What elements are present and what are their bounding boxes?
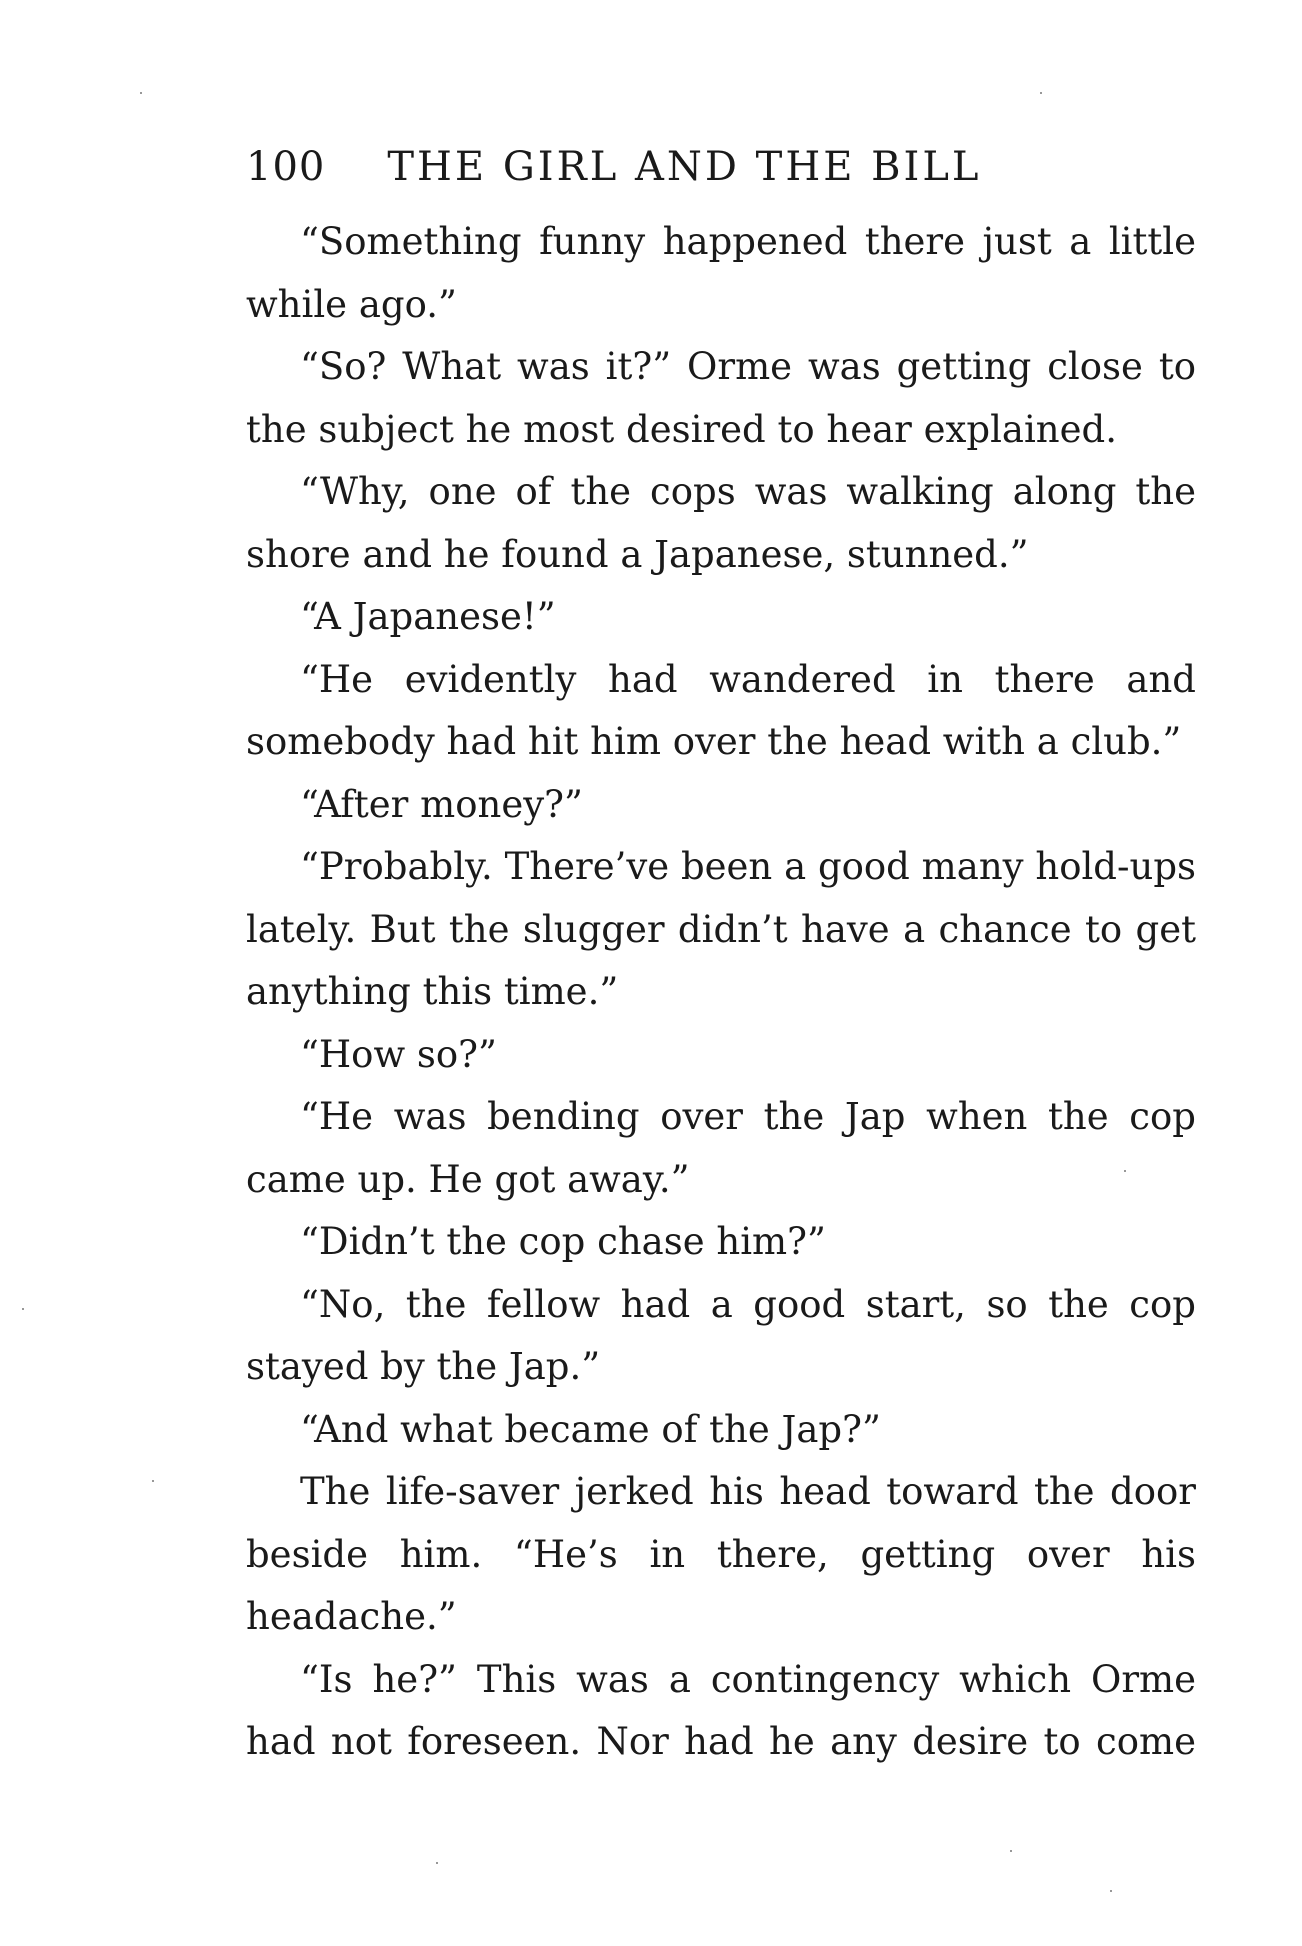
paragraph: The life-saver jerked his head toward the door beside him. “He’s in there, getting over his headache.” [246, 1470, 1196, 1638]
page-number: 100 [246, 144, 326, 190]
paragraph: “Probably. There’ve been a good many hold-ups lately. But the slugger didn’t have a chance to get anything this time.” [246, 845, 1196, 1013]
paper-speck [1124, 1170, 1126, 1172]
paragraph: “And what became of the Jap?” [300, 1407, 881, 1451]
paragraph: “Something funny happened there just a little while ago.” [246, 220, 1196, 326]
paper-speck [22, 1308, 24, 1310]
running-head [246, 142, 1096, 192]
paragraph: “He was bending over the Jap when the cop came up. He got away.” [246, 1095, 1196, 1201]
paper-speck [152, 1480, 154, 1482]
paragraph: “After money?” [300, 782, 583, 826]
running-title: THE GIRL AND THE BILL [387, 144, 982, 190]
paragraph: “Why, one of the cops was walking along the shore and he found a Japanese, stunned.” [246, 470, 1196, 576]
paragraph: “He evidently had wandered in there and somebody had hit him over the head with a club.” [246, 657, 1196, 763]
paper-speck [140, 92, 142, 94]
paragraph: “Is he?” This was a contingency which Orme had not foreseen. Nor had he any desire to come [246, 1657, 1196, 1763]
body-text [246, 211, 1196, 1774]
paragraph: “So? What was it?” Orme was getting close to the subject he most desired to hear explained. [246, 345, 1196, 451]
paper-speck [1040, 92, 1042, 94]
paragraph: “How so?” [300, 1032, 497, 1076]
paragraph: “A Japanese!” [300, 595, 556, 638]
paper-speck [436, 1862, 438, 1864]
paragraph: “Didn’t the cop chase him?” [300, 1220, 826, 1263]
paragraph: “No, the fellow had a good start, so the cop stayed by the Jap.” [246, 1282, 1196, 1388]
paper-speck [1110, 1890, 1112, 1892]
paper-speck [1010, 1850, 1012, 1852]
